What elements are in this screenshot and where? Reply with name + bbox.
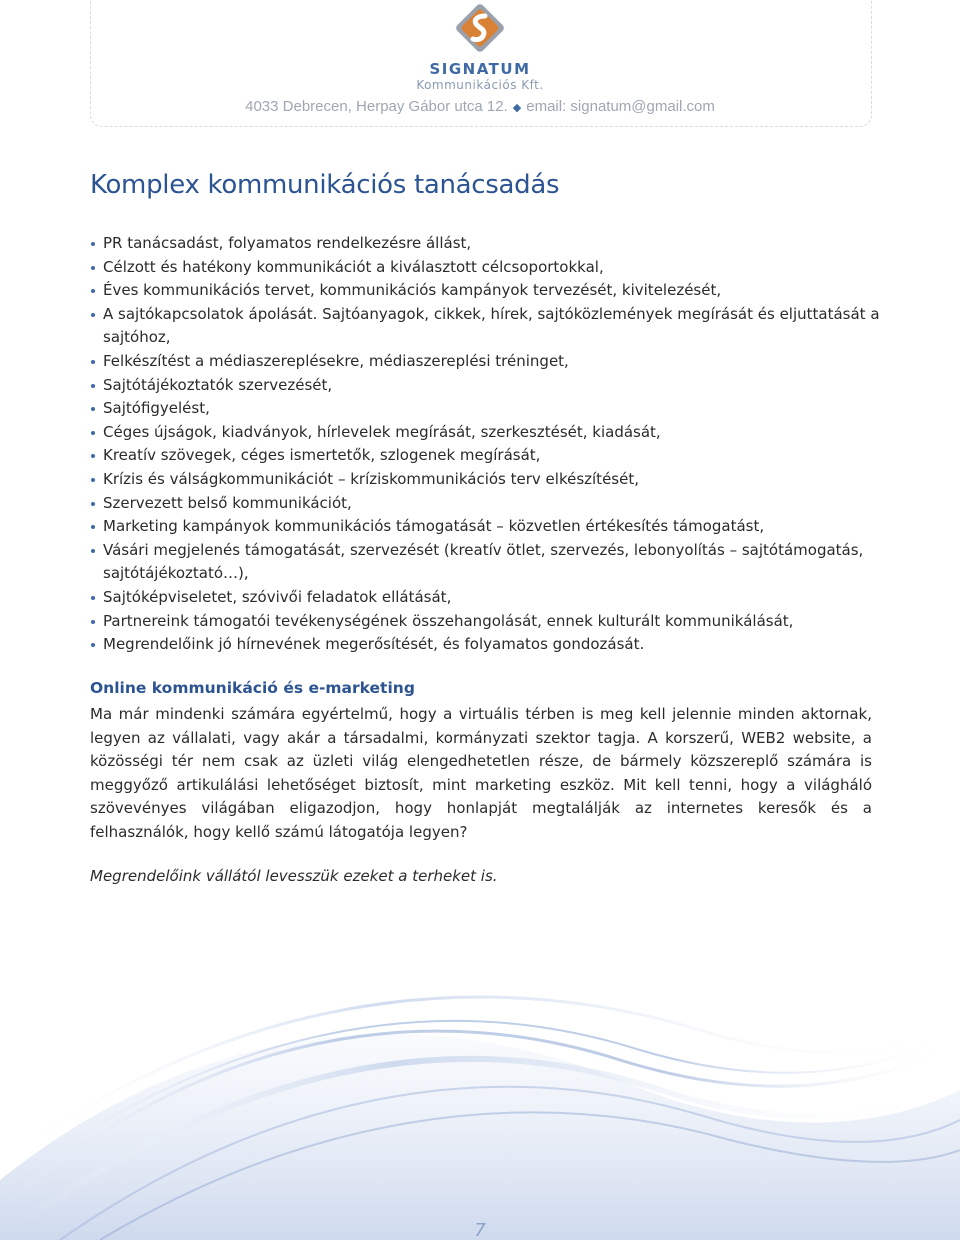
list-item: Vásári megjelenés támogatását, szervezését (kreatív ötlet, szervezés, lebonyolítás – sajtótámogatás, sajtótájékoztató…), — [90, 539, 880, 586]
email: email: signatum@gmail.com — [526, 98, 715, 115]
list-item: Kreatív szövegek, céges ismertetők, szlogenek megírását, — [90, 444, 880, 468]
list-item: Felkészítést a médiaszereplésekre, médiaszereplési tréninget, — [90, 350, 880, 374]
diamond-separator-icon: ◆ — [512, 102, 522, 114]
services-list — [90, 232, 880, 657]
address: 4033 Debrecen, Herpay Gábor utca 12. — [245, 98, 508, 115]
page-title: Komplex kommunikációs tanácsadás — [90, 170, 560, 200]
list-item: Marketing kampányok kommunikációs támogatását – közvetlen értékesítés támogatást, — [90, 515, 880, 539]
list-item: Céges újságok, kiadványok, hírlevelek megírását, szerkesztését, kiadását, — [90, 421, 880, 445]
company-name: SIGNATUM — [429, 60, 531, 78]
list-item: Szervezett belső kommunikációt, — [90, 492, 880, 516]
list-item: Sajtótájékoztatók szervezését, — [90, 374, 880, 398]
list-item: PR tanácsadást, folyamatos rendelkezésre állást, — [90, 232, 880, 256]
page-number: 7 — [474, 1220, 486, 1241]
list-item: Célzott és hatékony kommunikációt a kiválasztott célcsoportokkal, — [90, 256, 880, 280]
company-subtitle: Kommunikációs Kft. — [416, 78, 544, 92]
list-item: A sajtókapcsolatok ápolását. Sajtóanyagok, cikkek, hírek, sajtóközlemények megírását és eljuttatását a sajtóhoz, — [90, 303, 880, 350]
decorative-wave-background — [0, 880, 960, 1240]
online-section-title: Online kommunikáció és e-marketing — [90, 679, 415, 697]
list-item: Partnereink támogatói tevékenységének összehangolását, ennek kulturált kommunikálását, — [90, 610, 880, 634]
closing-statement: Megrendelőink vállától levesszük ezeket a terheket is. — [90, 867, 498, 885]
contact-line — [0, 98, 960, 115]
list-item: Sajtóképviseletet, szóvivői feladatok ellátását, — [90, 586, 880, 610]
list-item: Éves kommunikációs tervet, kommunikációs kampányok tervezését, kivitelezését, — [90, 279, 880, 303]
list-item: Krízis és válságkommunikációt – kríziskommunikációs terv elkészítését, — [90, 468, 880, 492]
list-item: Sajtófigyelést, — [90, 397, 880, 421]
signatum-logo-icon — [452, 0, 508, 56]
online-section-body: Ma már mindenki számára egyértelmű, hogy a virtuális térben is meg kell jelennie minden aktornak, legyen az vállalati, vagy akár a társadalmi, kormányzati szektor tagja. A korszerű, WEB2 website, a közösségi tér nem csak az üzleti világ elengedhetetlen része, de bármely közszereplő számára is meggyőző artikulálási lehetőséget biztosít, mint marketing eszköz. Mit kell tenni, hogy a világháló szövevényes világában eligazodjon, hogy honlapját megtalálják az internetes keresők és a felhasználók, hogy kellő számú látogatója legyen? — [90, 705, 872, 841]
list-item: Megrendelőink jó hírnevének megerősítését, és folyamatos gondozását. — [90, 633, 880, 657]
